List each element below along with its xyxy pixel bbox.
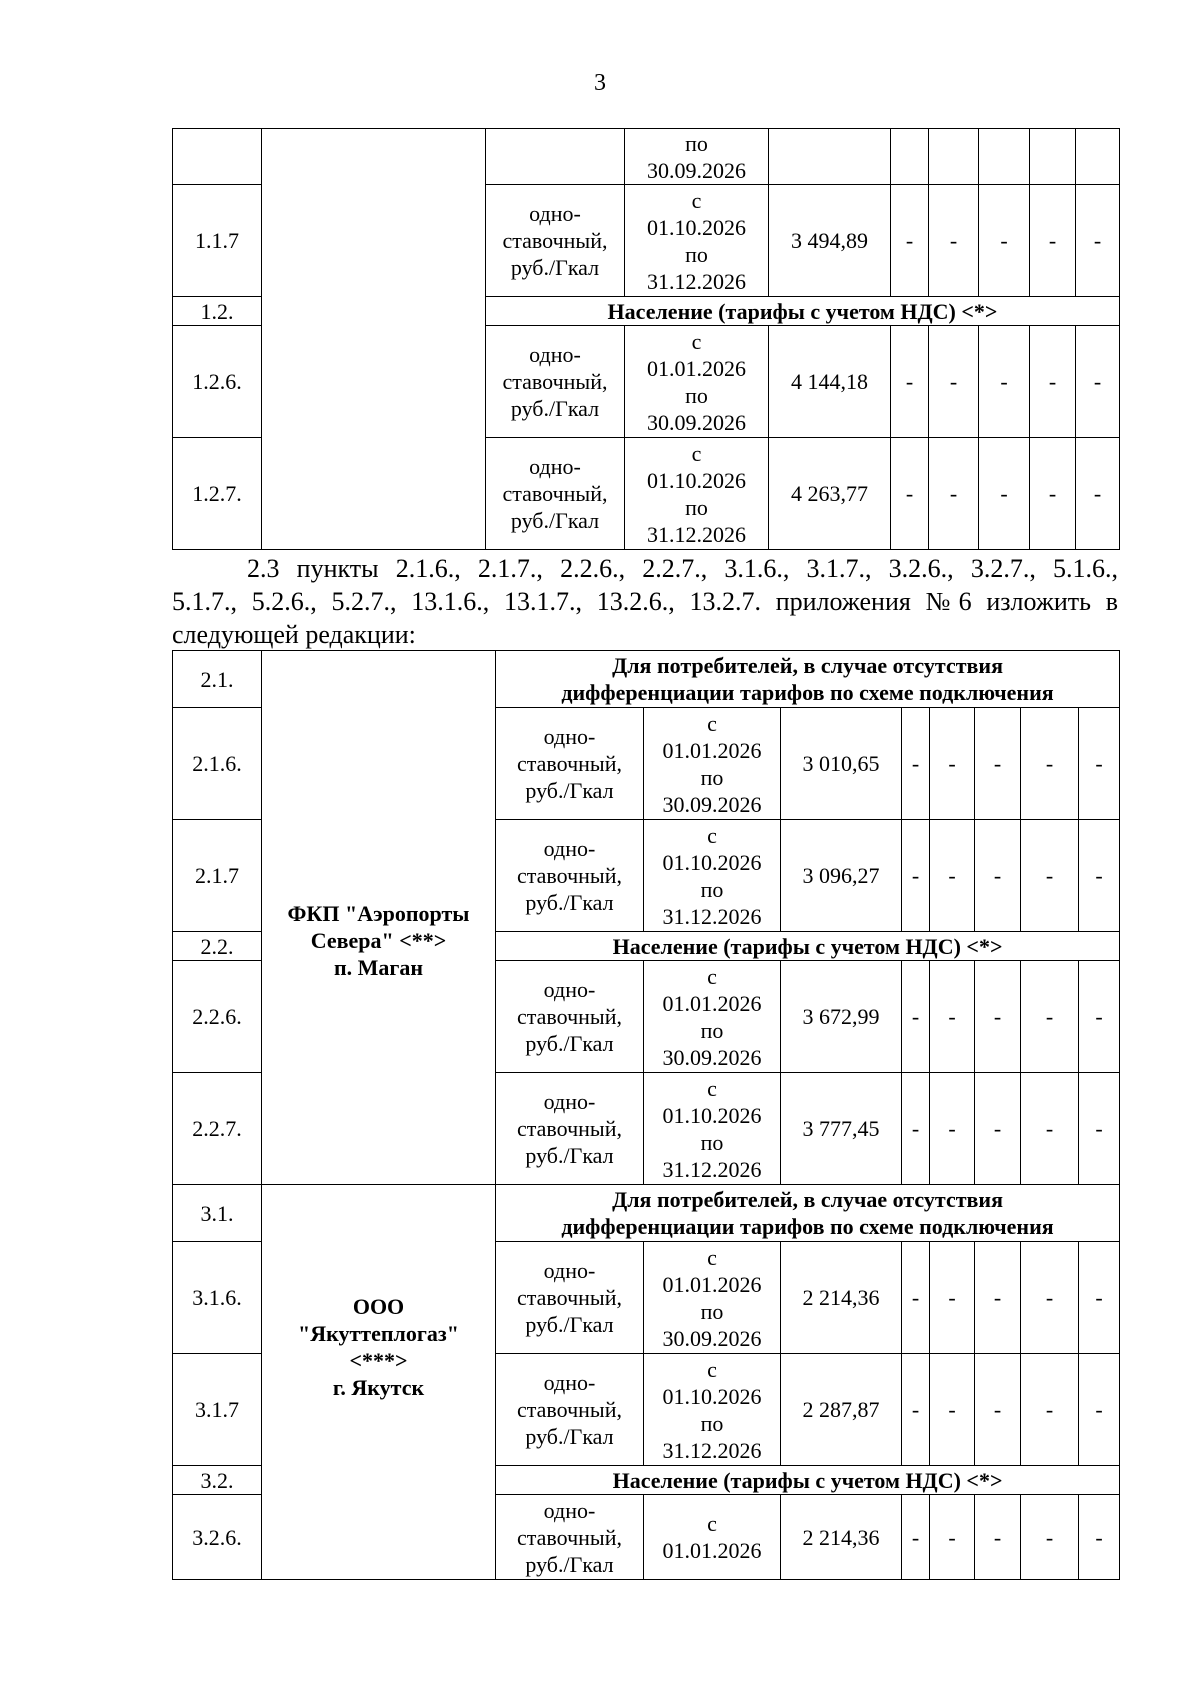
tariff-table-1 (172, 128, 1120, 550)
price-cell: 2 287,87 (781, 1354, 902, 1466)
paragraph-line: следующей редакции: (172, 620, 416, 649)
type-cell (486, 129, 625, 185)
period-cell: с 01.10.2026 по 31.12.2026 (625, 438, 769, 550)
organization-cell: ООО "Якуттеплогаз" <***> г. Якутск (262, 1185, 496, 1580)
period-cell: с 01.01.2026 по 30.09.2026 (625, 326, 769, 438)
dash-cell: - (975, 961, 1021, 1073)
period-cell: с 01.01.2026 по 30.09.2026 (644, 961, 781, 1073)
section-row (173, 1185, 1120, 1242)
dash-cell: - (975, 708, 1021, 820)
dash-cell: - (902, 1242, 930, 1354)
type-cell: одно- ставочный, руб./Гкал (486, 326, 625, 438)
dash-cell: - (1079, 1354, 1120, 1466)
dash-cell: - (1021, 820, 1079, 932)
price-cell: 4 263,77 (769, 438, 891, 550)
type-cell: одно- ставочный, руб./Гкал (496, 820, 644, 932)
dash-cell: - (891, 438, 929, 550)
dash-cell: - (979, 185, 1030, 297)
dash-cell: - (1021, 1495, 1079, 1580)
type-cell: одно- ставочный, руб./Гкал (496, 1242, 644, 1354)
dash-cell: - (902, 1073, 930, 1185)
dash-cell: - (930, 708, 975, 820)
code-cell: 1.2. (173, 297, 262, 326)
code-cell: 2.1. (173, 651, 262, 708)
type-cell: одно- ставочный, руб./Гкал (496, 708, 644, 820)
dash-cell: - (1076, 438, 1120, 550)
section-row (173, 651, 1120, 708)
section-title: Для потребителей, в случае отсутствия дифференциации тарифов по схеме подключения (496, 1185, 1120, 1242)
amendment-paragraph (172, 552, 1118, 651)
dash-cell: - (1076, 185, 1120, 297)
code-cell: 2.2. (173, 932, 262, 961)
dash-cell: - (891, 185, 929, 297)
price-cell: 3 010,65 (781, 708, 902, 820)
period-cell: с 01.10.2026 по 31.12.2026 (644, 1354, 781, 1466)
dash-cell: - (1030, 326, 1076, 438)
dash-cell: - (1021, 1242, 1079, 1354)
page-number: 3 (594, 70, 606, 96)
code-cell: 3.1.6. (173, 1242, 262, 1354)
code-cell: 1.1.7 (173, 185, 262, 297)
price-cell: 2 214,36 (781, 1495, 902, 1580)
code-cell: 3.1. (173, 1185, 262, 1242)
section-title: Население (тарифы с учетом НДС) <*> (496, 1466, 1120, 1495)
dash-cell: - (975, 1073, 1021, 1185)
period-cell: с 01.01.2026 по 30.09.2026 (644, 1242, 781, 1354)
tariff-table-2 (172, 650, 1120, 1580)
period-cell: по 30.09.2026 (625, 129, 769, 185)
dash-cell: - (1079, 961, 1120, 1073)
code-cell: 3.2.6. (173, 1495, 262, 1580)
dash-cell: - (902, 1495, 930, 1580)
dash-cell: - (1021, 1073, 1079, 1185)
organization-cell: ФКП "Аэропорты Севера" <**> п. Маган (262, 651, 496, 1185)
section-title: Население (тарифы с учетом НДС) <*> (486, 297, 1120, 326)
code-cell: 2.2.7. (173, 1073, 262, 1185)
dash-cell: - (979, 438, 1030, 550)
dash-cell: - (902, 961, 930, 1073)
dash-cell: - (902, 708, 930, 820)
dash-cell: - (902, 1354, 930, 1466)
dash-cell: - (975, 1242, 1021, 1354)
dash-cell: - (930, 1242, 975, 1354)
type-cell: одно- ставочный, руб./Гкал (496, 1354, 644, 1466)
organization-cell (262, 129, 486, 550)
code-cell: 3.2. (173, 1466, 262, 1495)
type-cell: одно- ставочный, руб./Гкал (486, 438, 625, 550)
code-cell: 2.1.6. (173, 708, 262, 820)
code-cell (173, 129, 262, 185)
price-cell: 3 777,45 (781, 1073, 902, 1185)
dash-cell: - (930, 961, 975, 1073)
code-cell: 1.2.6. (173, 326, 262, 438)
dash-cell: - (1030, 185, 1076, 297)
price-cell: 2 214,36 (781, 1242, 902, 1354)
price-cell: 3 096,27 (781, 820, 902, 932)
dash-cell: - (929, 185, 979, 297)
type-cell: одно- ставочный, руб./Гкал (496, 1495, 644, 1580)
dash-cell: - (891, 326, 929, 438)
dash-cell: - (975, 1354, 1021, 1466)
type-cell: одно- ставочный, руб./Гкал (486, 185, 625, 297)
dash-cell: - (902, 820, 930, 932)
dash-cell: - (930, 1073, 975, 1185)
code-cell: 2.2.6. (173, 961, 262, 1073)
type-cell: одно- ставочный, руб./Гкал (496, 961, 644, 1073)
dash-cell: - (979, 326, 1030, 438)
table-row (173, 129, 1120, 185)
dash-cell: - (1021, 961, 1079, 1073)
dash-cell: - (929, 438, 979, 550)
period-cell: с 01.01.2026 по 30.09.2026 (644, 708, 781, 820)
paragraph-line: 2.3 пункты 2.1.6., 2.1.7., 2.2.6., 2.2.7., 3.1.6., 3.1.7., 3.2.6., 3.2.7., 5.1.6., (247, 554, 1118, 583)
dash-cell: - (930, 820, 975, 932)
dash-cell: - (1030, 438, 1076, 550)
code-cell: 2.1.7 (173, 820, 262, 932)
section-title: Население (тарифы с учетом НДС) <*> (496, 932, 1120, 961)
period-cell: с 01.10.2026 по 31.12.2026 (644, 820, 781, 932)
dash-cell: - (930, 1495, 975, 1580)
period-cell: с 01.10.2026 по 31.12.2026 (625, 185, 769, 297)
price-cell: 3 494,89 (769, 185, 891, 297)
dash-cell: - (1021, 708, 1079, 820)
dash-cell: - (1079, 1242, 1120, 1354)
dash-cell: - (929, 326, 979, 438)
period-cell: с 01.01.2026 (644, 1495, 781, 1580)
dash-cell: - (930, 1354, 975, 1466)
code-cell: 1.2.7. (173, 438, 262, 550)
period-cell: с 01.10.2026 по 31.12.2026 (644, 1073, 781, 1185)
dash-cell: - (1079, 820, 1120, 932)
dash-cell: - (975, 820, 1021, 932)
price-cell: 3 672,99 (781, 961, 902, 1073)
dash-cell: - (1076, 326, 1120, 438)
price-cell: 4 144,18 (769, 326, 891, 438)
type-cell: одно- ставочный, руб./Гкал (496, 1073, 644, 1185)
dash-cell: - (1021, 1354, 1079, 1466)
section-title: Для потребителей, в случае отсутствия дифференциации тарифов по схеме подключения (496, 651, 1120, 708)
dash-cell: - (1079, 1495, 1120, 1580)
price-cell (769, 129, 891, 185)
code-cell: 3.1.7 (173, 1354, 262, 1466)
dash-cell: - (1079, 1073, 1120, 1185)
dash-cell: - (975, 1495, 1021, 1580)
paragraph-line: 5.1.7., 5.2.6., 5.2.7., 13.1.6., 13.1.7., 13.2.6., 13.2.7. приложения №6 изложить в (172, 587, 1118, 616)
dash-cell: - (1079, 708, 1120, 820)
